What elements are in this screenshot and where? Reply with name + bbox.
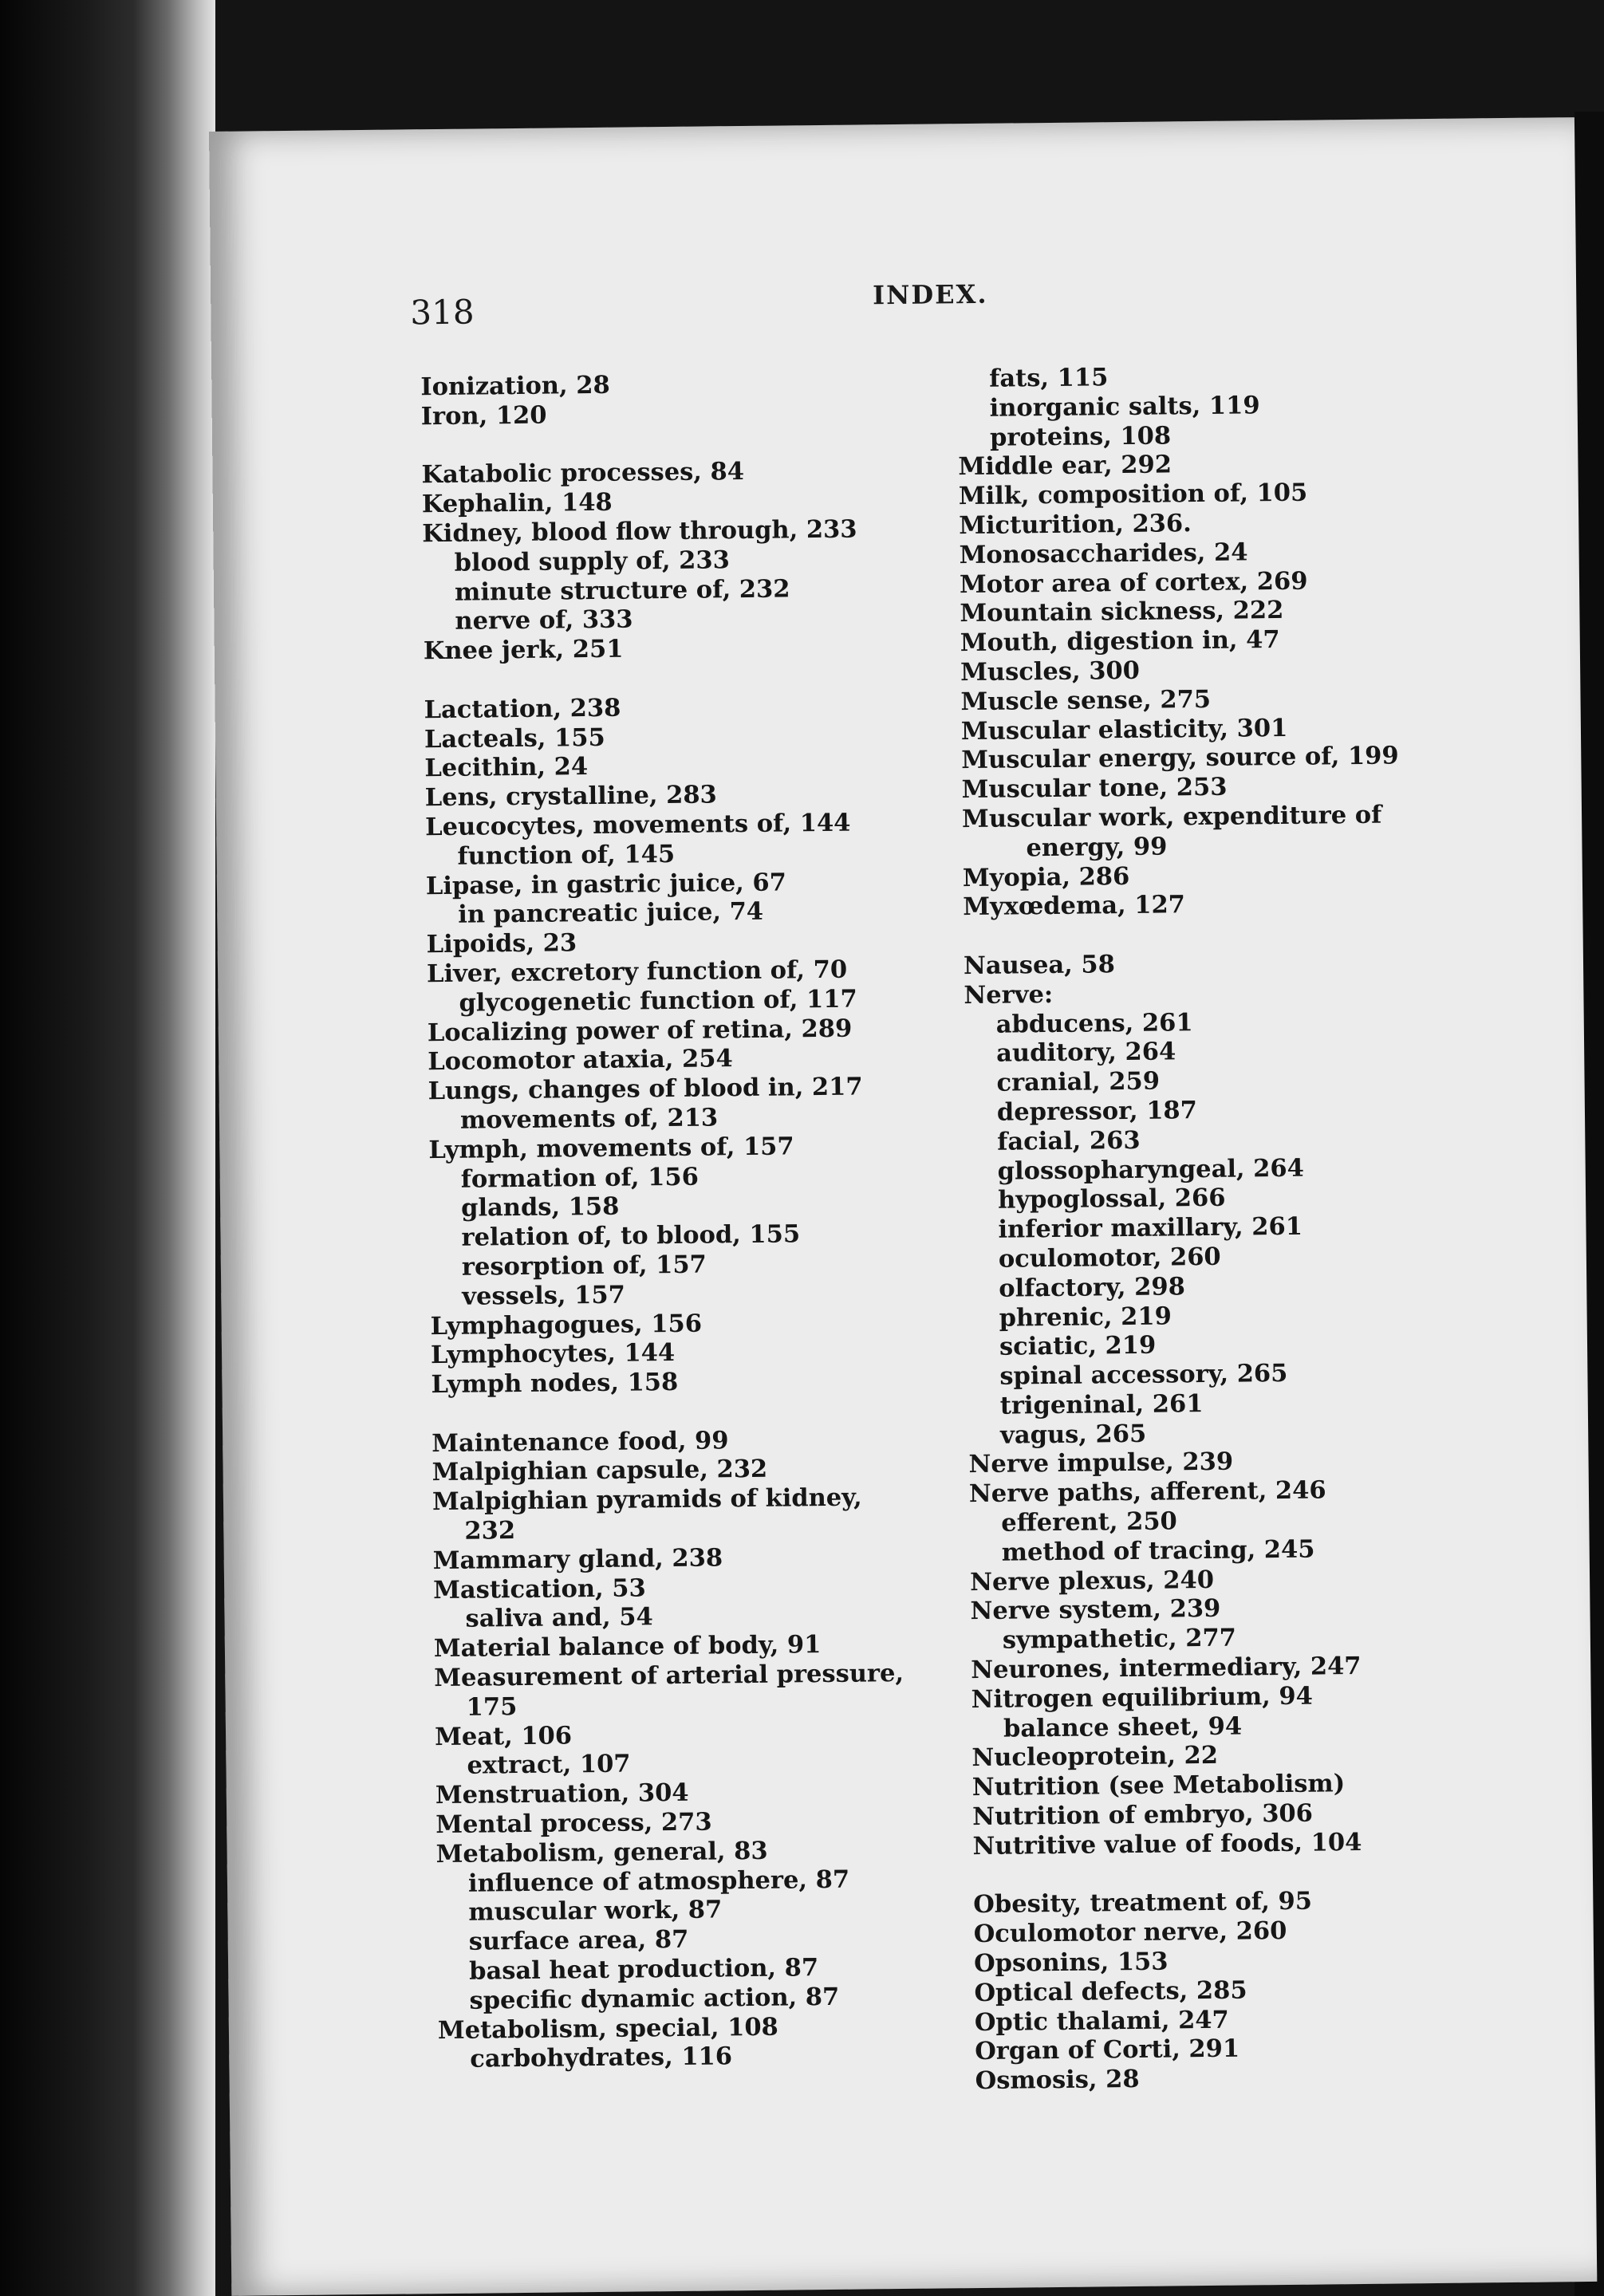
index-entry: Lymph, movements of, 157 [428,1132,794,1164]
index-subentry: facial, 263 [997,1125,1141,1156]
index-entry: Menstruation, 304 [435,1778,689,1810]
index-subentry: function of, 145 [457,839,676,871]
index-section-gap [432,1395,901,1429]
index-subentry: vessels, 157 [462,1280,626,1311]
index-subentry: muscular work, 87 [468,1895,723,1928]
page-number: 318 [410,292,475,333]
index-entry: Optical defects, 285 [974,1975,1247,2007]
index-subentry: extract, 107 [467,1750,631,1781]
index-subentry: basal heat production, 87 [468,1953,819,1986]
index-entry: Monosaccharides, 24 [959,538,1248,569]
index-entry: Leucocytes, movements of, 144 [424,808,851,842]
index-entry: Nutrition (see Metabolism) [971,1769,1346,1802]
index-entry: Malpighian pyramids of kidney, [432,1483,862,1517]
index-subentry: method of tracing, 245 [1001,1534,1315,1567]
index-entry: Mental process, 273 [435,1807,712,1840]
index-section-gap [421,427,891,461]
index-entry: Lens, crystalline, 283 [424,780,717,813]
index-entry: Lymphagogues, 156 [430,1309,703,1341]
index-subentry: cranial, 259 [996,1066,1161,1097]
index-entry: Muscular elasticity, 301 [960,713,1288,746]
index-subentry: vagus, 265 [999,1419,1147,1450]
index-entry: Metabolism, special, 108 [437,2012,778,2045]
index-subentry: relation of, to blood, 155 [461,1219,801,1252]
index-subentry: spinal accessory, 265 [999,1359,1288,1391]
index-subentry: blood supply of, 233 [454,545,731,577]
index-entry: Kephalin, 148 [421,487,613,519]
index-entry: Lacteals, 155 [424,723,605,754]
index-section-gap [424,661,893,695]
index-entry: Mouth, digestion in, 47 [960,625,1280,658]
index-subentry: abducens, 261 [995,1007,1193,1039]
index-subentry: saliva and, 54 [465,1602,653,1634]
index-entry: Knee jerk, 251 [423,634,624,666]
index-subentry: specific dynamic action, 87 [469,1982,840,2015]
index-entry: Milk, composition of, 105 [958,478,1308,511]
index-subentry: surface area, 87 [468,1925,689,1956]
index-entry: Nucleoprotein, 22 [971,1741,1219,1773]
index-entry: Opsonins, 153 [973,1947,1169,1979]
index-page [209,117,1597,2296]
index-entry: Lecithin, 24 [424,752,589,783]
index-entry: Myopia, 286 [962,861,1130,892]
index-entry: Muscular tone, 253 [961,772,1228,805]
index-subentry: olfactory, 298 [999,1271,1186,1303]
index-entry: Middle ear, 292 [958,450,1172,482]
index-subentry: sciatic, 219 [999,1330,1157,1362]
index-entry: Malpighian capsule, 232 [432,1455,768,1487]
index-subentry: glands, 158 [460,1192,620,1223]
index-entry: Lipase, in gastric juice, 67 [425,868,787,900]
index-subentry: auditory, 264 [995,1037,1176,1069]
index-entry: Meat, 106 [434,1721,573,1751]
index-subentry: balance sheet, 94 [1003,1711,1243,1743]
index-entry: Ionization, 28 [420,370,610,402]
index-column-left [420,368,908,2074]
book-spine-shadow [0,0,215,2296]
index-subentry: formation of, 156 [460,1162,700,1194]
index-entry: Measurement of arterial pressure, [434,1659,904,1693]
index-entry: Nitrogen equilibrium, 94 [971,1681,1314,1714]
index-entry: Nerve plexus, 240 [969,1565,1215,1597]
index-entry: Motor area of cortex, 269 [959,566,1308,599]
index-entry: Muscular work, expenditure of [961,800,1382,834]
index-entry: Osmosis, 28 [975,2065,1140,2096]
index-entry: Nutritive value of foods, 104 [972,1827,1362,1861]
index-subentry: fats, 115 [989,363,1109,393]
index-entry: Organ of Corti, 291 [975,2034,1240,2066]
index-entry: Nerve impulse, 239 [968,1447,1234,1479]
index-subentry: sympathetic, 277 [1002,1623,1237,1655]
index-subentry: depressor, 187 [996,1096,1198,1127]
index-subentry: proteins, 108 [989,420,1172,452]
index-entry: Nerve: [964,979,1054,1010]
index-entry: Locomotor ataxia, 254 [428,1044,733,1077]
index-subentry: glycogenetic function of, 117 [459,984,857,1018]
index-subentry: inferior maxillary, 261 [998,1211,1303,1244]
index-subentry: minute structure of, 232 [454,573,790,607]
index-subentry: glossopharyngeal, 264 [997,1153,1305,1186]
index-subentry: resorption of, 157 [461,1250,707,1282]
index-entry: Material balance of body, 91 [433,1630,822,1664]
index-subentry: in pancreatic juice, 74 [458,897,764,930]
index-entry: Myxœdema, 127 [963,890,1186,922]
index-entry: Neurones, intermediary, 247 [971,1652,1362,1685]
index-section-gap [963,918,1401,952]
index-column-right [957,360,1413,2096]
index-subentry: inorganic salts, 119 [989,391,1260,423]
index-entry: Metabolism, general, 83 [435,1836,768,1869]
index-subentry: phrenic, 219 [999,1301,1172,1333]
index-entry: Muscle sense, 275 [960,684,1212,716]
index-subentry: nerve of, 333 [455,605,633,636]
index-entry: Mountain sickness, 222 [960,596,1284,628]
index-subentry: trigeninal, 261 [999,1388,1204,1420]
index-entry: Muscles, 300 [960,656,1141,687]
index-entry: Nerve paths, afferent, 246 [968,1475,1326,1509]
index-section-gap [973,1857,1411,1891]
index-entry: Oculomotor nerve, 260 [973,1916,1287,1949]
index-entry: Katabolic processes, 84 [421,457,745,490]
index-entry: Lungs, changes of blood in, 217 [428,1072,863,1106]
index-subentry: movements of, 213 [459,1103,719,1135]
index-entry: Mastication, 53 [432,1573,646,1605]
index-subentry: 175 [466,1691,518,1722]
index-subentry: carbohydrates, 116 [470,2042,733,2074]
index-entry: Maintenance food, 99 [432,1425,729,1458]
index-entry: Lymph nodes, 158 [431,1368,679,1400]
index-entry: Liver, excretory function of, 70 [426,955,848,989]
running-head: INDEX. [872,278,988,311]
index-entry: Optic thalami, 247 [974,2005,1229,2037]
index-entry: Lymphocytes, 144 [430,1338,676,1370]
index-entry: Kidney, blood flow through, 233 [422,514,857,549]
index-subentry: influence of atmosphere, 87 [467,1865,850,1898]
index-subentry: efferent, 250 [1001,1506,1178,1538]
index-entry: Localizing power of retina, 289 [427,1014,853,1047]
index-entry: Nutrition of embryo, 306 [971,1798,1314,1832]
index-entry: Lipoids, 23 [426,928,577,959]
index-subentry: oculomotor, 260 [998,1242,1221,1274]
index-subentry: 232 [464,1516,516,1546]
index-subentry: energy, 99 [1026,832,1168,863]
index-entry: Micturition, 236. [959,509,1192,541]
index-entry: Lactation, 238 [424,693,621,724]
index-entry: Nausea, 58 [963,950,1116,981]
index-entry: Obesity, treatment of, 95 [973,1887,1313,1920]
index-entry: Iron, 120 [420,400,547,431]
index-entry: Mammary gland, 238 [432,1543,723,1576]
index-entry: Nerve system, 239 [970,1594,1221,1626]
index-entry: Muscular energy, source of, 199 [961,741,1399,775]
index-subentry: hypoglossal, 266 [997,1183,1226,1215]
